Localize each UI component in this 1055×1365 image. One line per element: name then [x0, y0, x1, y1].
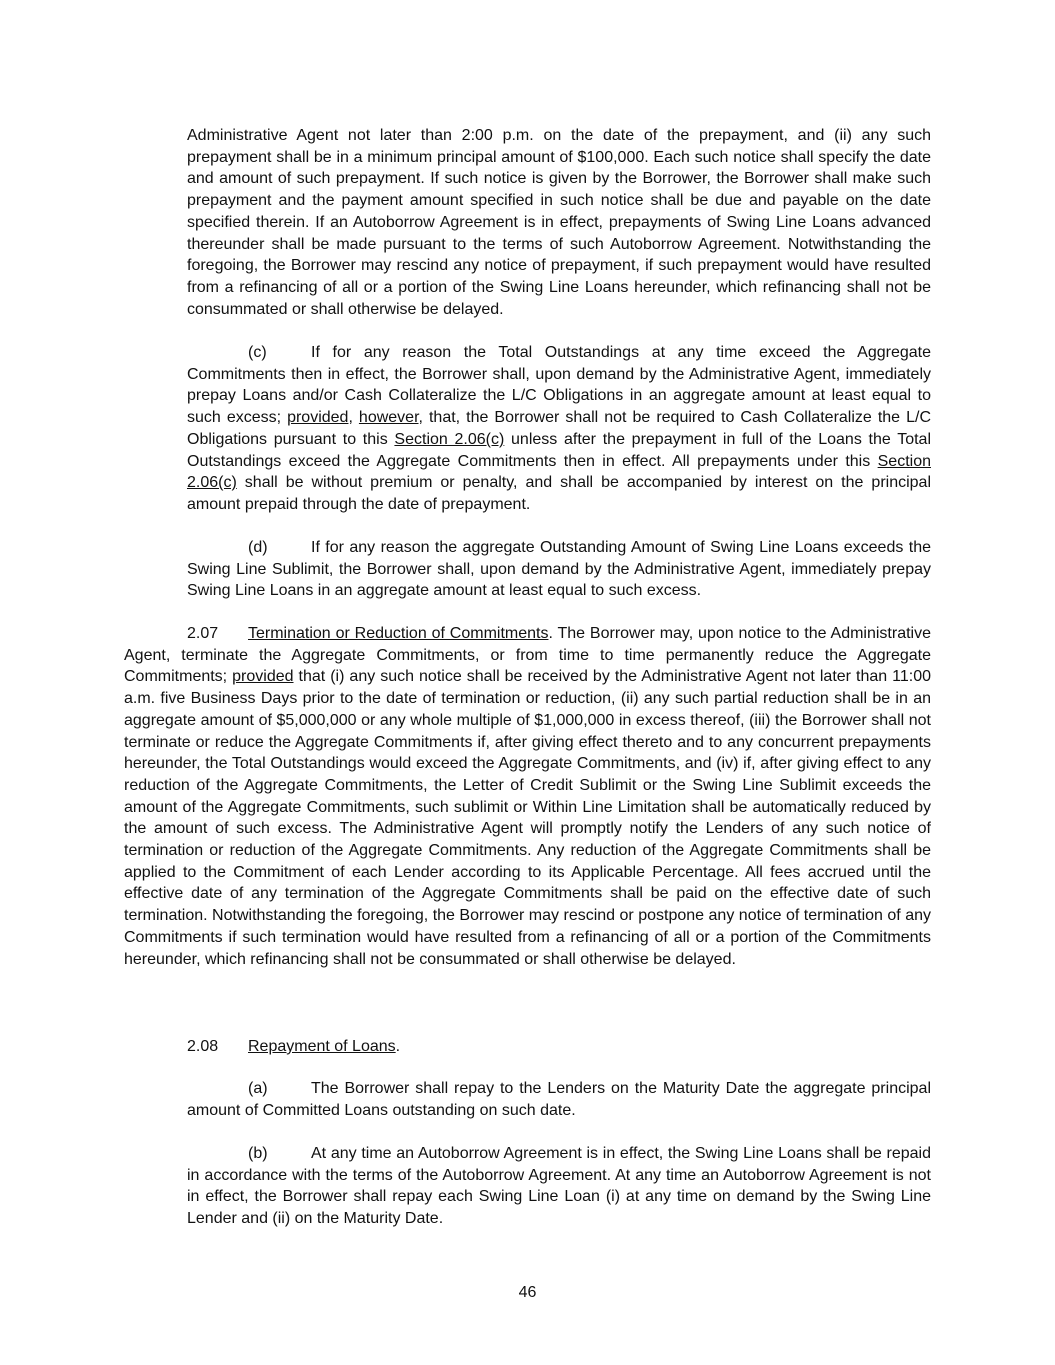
clause-text: If for any reason the Total Outstandings at any time exceed the Aggregate Commitments then in effect, the Borrower shall, upon demand by the Administrative Agent, immediately prepay Loans and/or Cash Collateralize the L/C Obligations in an aggregate amount at least equal to such excess; [187, 344, 931, 427]
heading-period: . [395, 1038, 401, 1055]
provided-term: provided [232, 668, 294, 686]
clause-label: (c) [248, 344, 267, 361]
section-heading: Repayment of Loans [248, 1038, 396, 1055]
clause-c-paragraph [187, 342, 931, 516]
clause-b-paragraph [187, 1143, 931, 1230]
clause-text: If for any reason the aggregate Outstanding Amount of Swing Line Loans exceeds the Swing Line Sublimit, the Borrower shall, upon demand by the Administrative Agent, immediately prepay Swing Line Loans in an aggregate amount at least equal to such excess. [187, 539, 931, 600]
clause-label: (d) [248, 539, 268, 556]
section-2-07-paragraph [124, 623, 931, 970]
provided-term: provided [287, 409, 349, 427]
clause-text: At any time an Autoborrow Agreement is in effect, the Swing Line Loans shall be repaid in accordance with the terms of the Autoborrow Agreement. At any time an Autoborrow Agreement is not in effect, the Borrower shall repay each Swing Line Loan (i) at any time on demand by the Swing Line Lender and (ii) on the Maturity Date. [187, 1145, 931, 1228]
section-text: that (i) any such notice shall be received by the Administrative Agent not later than 11:00 a.m. five Business Days prior to the date of termination or reduction, (ii) any such partial reduction shall be in an aggregate amount of $5,000,000 or any whole multiple of $1,000,000 in excess thereof, (iii) the Borrower shall not terminate or reduce the Aggregate Commitments if, after giving effect thereto and to any concurrent prepayments hereunder, the Total Outstandings would exceed the Aggregate Commitments, and (iv) if, after giving effect to any reduction of the Aggregate Commitments, the Letter of Credit Sublimit or the Swing Line Sublimit exceeds the amount of the Aggregate Commitments, such sublimit or Within Line Limitation shall be automatically reduced by the amount of such excess. The Administrative Agent will promptly notify the Lenders of any such notice of termination or reduction of the Aggregate Commitments. Any reduction of the Aggregate Commitments shall be applied to the Commitment of each Lender according to its Applicable Percentage. All fees accrued until the effective date of any termination of the Aggregate Commitments shall be paid on the effective date of such termination. Notwithstanding the foregoing, the Borrower may rescind or postpone any notice of termination of any Commitments if such termination would have resulted from a refinancing of all or a portion of the Commitments hereunder, which refinancing shall not be consummated or shall otherwise be delayed. [124, 668, 932, 968]
clause-label: (a) [248, 1080, 268, 1097]
clause-text: The Borrower shall repay to the Lenders on the Maturity Date the aggregate principal amount of Committed Loans outstanding on such date. [187, 1080, 931, 1119]
section-2-08-heading [187, 1036, 931, 1058]
section-number: 2.08 [187, 1038, 219, 1055]
clause-text: , [348, 409, 359, 427]
clause-label: (b) [248, 1145, 268, 1162]
clause-text: shall be without premium or penalty, and shall be accompanied by interest on the principal amount prepaid through the date of prepayment. [187, 474, 931, 513]
clause-d-paragraph [187, 537, 931, 602]
clause-text: unless after the prepayment in full of the Loans the Total Outstandings exceed the Aggregate Commitments then in effect. All prepayments under this [187, 430, 932, 470]
section-text: . The Borrower may, upon notice to the Administrative Agent, terminate the Aggregate Commitments, or from time to time permanently reduce the Aggregate Commitments; [124, 625, 931, 686]
however-term: however [358, 409, 419, 427]
clause-text: , that, the Borrower shall not be required to Cash Collateralize the L/C Obligations pursuant to this [187, 409, 931, 448]
section-heading: Termination or Reduction of Commitments [248, 625, 549, 642]
prepayment-notice-paragraph [187, 125, 931, 320]
page-number: 46 [518, 1284, 537, 1301]
clause-a-paragraph [187, 1078, 931, 1121]
paragraph-text: Administrative Agent not later than 2:00 p.m. on the date of the prepayment, and (ii) any such prepayment shall be in a minimum principal amount of $100,000. Each such notice shall specify the date and amount of such prepayment. If such notice is given by the Borrower, the Borrower shall make such prepayment and the payment amount specified in such notice shall be due and payable on the date specified therein. If an Autoborrow Agreement is in effect, prepayments of Swing Line Loans advanced thereunder shall be made pursuant to the terms of such Autoborrow Agreement. Notwithstanding the foregoing, the Borrower may rescind any notice of prepayment, if such prepayment would have resulted from a refinancing of all or a portion of the Swing Line Loans hereunder, which refinancing shall not be consummated or shall otherwise be delayed. [187, 127, 931, 318]
section-reference: Section 2.06(c) [394, 430, 505, 448]
section-reference: Section 2.06(c) [187, 452, 931, 492]
section-number: 2.07 [187, 625, 219, 642]
